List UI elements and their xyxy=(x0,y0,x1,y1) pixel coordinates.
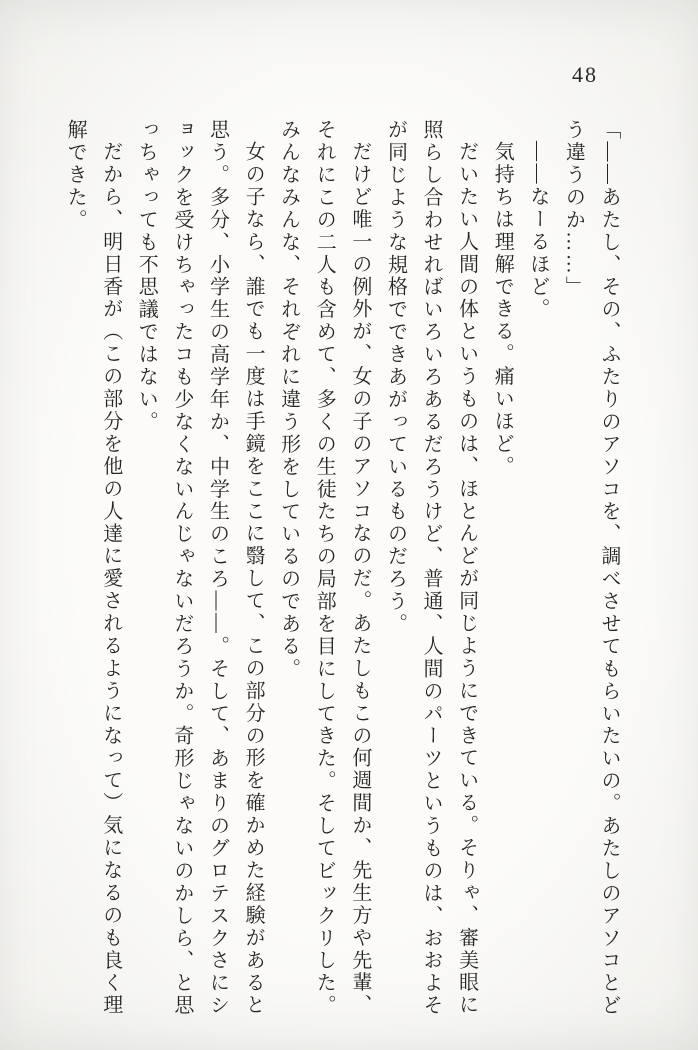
body-text xyxy=(57,119,627,1017)
text-line: それにこの二人も含めて、多くの生徒たちの局部を目にしてきた。そしてビックリした。 xyxy=(313,119,336,1017)
page-number: 48 xyxy=(572,62,598,87)
text-line: う違うのか……」 xyxy=(562,119,585,299)
text-line: だから、明日香が（この部分を他の人達に愛されるようになって）気になるのも良く理 xyxy=(99,141,122,1017)
text-line: が同じような規格でできあがっているものだろう。 xyxy=(384,119,407,636)
text-line: っちゃっても不思議ではない。 xyxy=(135,119,158,434)
text-line: みんなみんな、それぞれに違う形をしているのである。 xyxy=(277,119,300,681)
text-line: 解できた。 xyxy=(64,119,87,232)
text-line: 照らし合わせればいろいろあるだろうけど、普通、人間のパーツというものは、おおよそ xyxy=(420,119,443,1017)
text-line: 思う。多分、小学生の高学年か、中学生のころ——。そして、あまりのグロテスクさにシ xyxy=(206,119,229,1017)
text-line: だけど唯一の例外が、女の子のアソコなのだ。あたしもこの何週間か、先生方や先輩、 xyxy=(348,141,371,1017)
text-line: 気持ちは理解できる。痛いほど。 xyxy=(491,141,514,479)
text-line: 「——あたし、その、ふたりのアソコを、調べさせてもらいたいの。あたしのアソコとど xyxy=(598,119,620,1017)
text-line: だいたい人間の体というものは、ほとんどが同じようにできている。そりゃ、審美眼に xyxy=(455,141,478,1017)
text-line: ョックを受けちゃったコも少なくないんじゃないだろうか。奇形じゃないのかしら、と思 xyxy=(170,119,193,1017)
text-line: ——なーるほど。 xyxy=(526,141,549,322)
text-line: 女の子なら、誰でも一度は手鏡をここに翳して、この部分の形を確かめた経験があると xyxy=(242,141,265,1017)
